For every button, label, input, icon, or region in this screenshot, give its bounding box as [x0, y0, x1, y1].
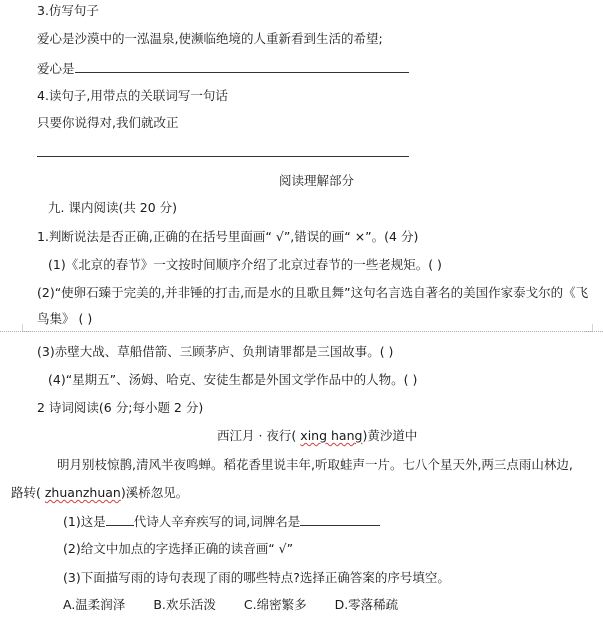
q4-sentence-part-a: 只要你说得对,我们: [37, 115, 141, 130]
dynasty-blank[interactable]: [106, 514, 134, 526]
section-title: 阅读理解部分: [279, 173, 355, 188]
option-a[interactable]: A.温柔润泽: [63, 597, 126, 612]
q3-prompt: [37, 61, 409, 76]
poem-title: [217, 430, 417, 443]
q4-answer-line[interactable]: [37, 156, 409, 157]
option-b[interactable]: B.欢乐活泼: [153, 597, 216, 612]
options-row: [63, 599, 426, 612]
q4-sentence-part-c: 改正: [153, 115, 179, 130]
judgement-item-3: (3)赤壁大战、草船借箭、三顾茅庐、负荆请罪都是三国故事。( ): [37, 344, 394, 359]
judgement-item-4: (4)“星期五”、汤姆、哈克、安徒生都是外国文学作品中的人物。( ): [48, 372, 418, 387]
q3-answer-blank[interactable]: [75, 61, 409, 73]
q4-sentence: [37, 117, 179, 130]
cipai-name-blank[interactable]: [300, 514, 380, 526]
page-corner-mark-right: [585, 324, 593, 332]
poem-line-1: [37, 459, 573, 472]
poem-line-2-part-a: 路转(: [11, 485, 41, 500]
sub1-part-b: 代诗人辛弃疾写的词,词牌名是: [133, 514, 301, 529]
poem-sub-question-1: [63, 514, 380, 529]
judgement-item-2-continued: 鸟集》 ( ): [37, 311, 93, 326]
q2-title: 2 诗词阅读(6 分;每小题 2 分): [37, 400, 204, 415]
part9-q1-title: 1.判断说法是否正确,正确的在括号里面画“ √”,错误的画“ ×”。(4 分): [37, 229, 419, 244]
poem-title-part-b: )黄沙道中: [362, 428, 418, 443]
q3-title: 3.仿写句子: [37, 3, 99, 18]
poem-title-pinyin: xing hang: [300, 428, 363, 443]
sub1-part-a: (1)这是: [63, 514, 106, 529]
poem-title-part-a: 西江月 · 夜行(: [217, 428, 297, 443]
option-c[interactable]: C.绵密繁多: [243, 597, 307, 612]
option-d[interactable]: D.零落稀疏: [334, 597, 399, 612]
poem-line-1-text: 明月别枝惊鹊,清风半夜鸣蝉。稻花香里说丰年,听取蛙声一片。七八个星天外,两三点雨山林边,: [57, 457, 573, 472]
poem-line-2: [11, 487, 188, 500]
q3-prompt-label: 爱心是: [37, 61, 75, 76]
part9-title: 九. 课内阅读(共 20 分): [48, 200, 178, 215]
page-break-line: [0, 331, 603, 332]
poem-line-2-pinyin: zhuanzhuan: [44, 485, 121, 500]
q3-example-sentence: 爱心是沙漠中的一泓温泉,使濒临绝境的人重新看到生活的希望;: [37, 31, 383, 46]
poem-sub-question-2: (2)给文中加点的字选择正确的读音画“ √”: [63, 541, 294, 556]
page-corner-mark-left: [22, 324, 30, 332]
q4-title: 4.读句子,用带点的关联词写一句话: [37, 88, 228, 103]
judgement-item-1: (1)《北京的春节》一文按时间顺序介绍了北京过春节的一些老规矩。( ): [48, 257, 442, 272]
judgement-item-2: (2)“使卵石臻于完美的,并非锤的打击,而是水的且歌且舞”这句名言选自著名的美国作家泰戈尔的《飞: [37, 285, 589, 300]
poem-line-2-part-b: )溪桥忽见。: [120, 485, 189, 500]
poem-sub-question-3: (3)下面描写雨的诗句表现了雨的哪些特点?选择正确答案的序号填空。: [63, 570, 450, 585]
q4-sentence-keyword: 就: [140, 115, 154, 130]
